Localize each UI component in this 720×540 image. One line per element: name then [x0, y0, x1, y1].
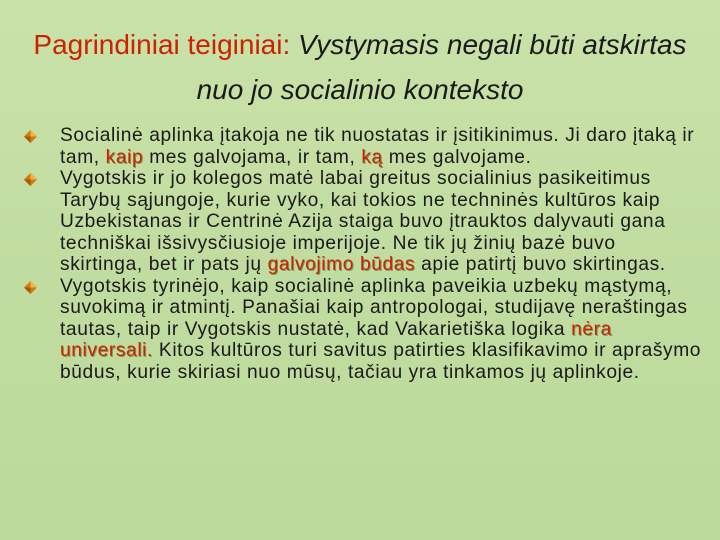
highlighted-text: kaip	[105, 146, 144, 168]
bullet-list	[24, 125, 704, 383]
bullet-text-run: apie patirtį buvo skirtingas.	[415, 254, 666, 275]
diamond-bullet-icon	[24, 173, 37, 186]
slide-title	[20, 22, 700, 112]
bullet-text-run: mes galvojame.	[382, 146, 532, 168]
bullet-text	[60, 125, 694, 168]
diamond-bullet-icon	[24, 130, 37, 143]
bullet-item	[24, 168, 704, 276]
bullet-text-run: Kitos kultūros turi savitus patirties klasifikavimo ir aprašymo būdus, kurie skiriasi nuo mūsų, tačiau yra tinkamos jų aplinkoje.	[60, 340, 702, 383]
bullet-item	[24, 125, 704, 168]
bullet-text	[60, 276, 701, 383]
highlighted-text: nėra universali.	[60, 318, 612, 361]
bullet-text-run: Vygotskis ir jo kolegos matė labai greitus socialinius pasikeitimus Tarybų sąjungoje, kurie vyko, kai tokios ne techninės kultūros kaip Uzbekistanas ir Centrinė Azija staiga buvo įtrauktos dalyvauti gana techniškai išsivysčiusioje imperijoje. Ne tik jų žinių bazė buvo skirtinga, bet ir pats jų	[60, 168, 666, 275]
bullet-text-run: Vygotskis tyrinėjo, kaip socialinė aplinka paveikia uzbekų mąstymą, suvokimą ir atmintį. Panašiai kaip antropologai, studijavę neraštingas tautas, taip ir Vygotskis nustatė, kad Vakarietiška logika	[60, 275, 688, 340]
highlighted-text: ką	[361, 146, 383, 168]
bullet-text-run: Socialinė aplinka įtakoja ne tik nuostatas ir įsitikinimus. Ji daro įtaką ir tam,	[60, 125, 695, 168]
bullet-text-run: mes galvojama, ir tam,	[143, 146, 362, 168]
bullet-text	[60, 168, 666, 275]
bullet-item	[24, 276, 704, 384]
title-accent: Pagrindiniai teiginiai:	[33, 29, 291, 60]
highlighted-text: galvojimo būdas	[267, 254, 416, 275]
title-rest: Vystymasis negali būti atskirtas nuo jo socialinio konteksto	[196, 29, 687, 105]
diamond-bullet-icon	[24, 281, 37, 294]
